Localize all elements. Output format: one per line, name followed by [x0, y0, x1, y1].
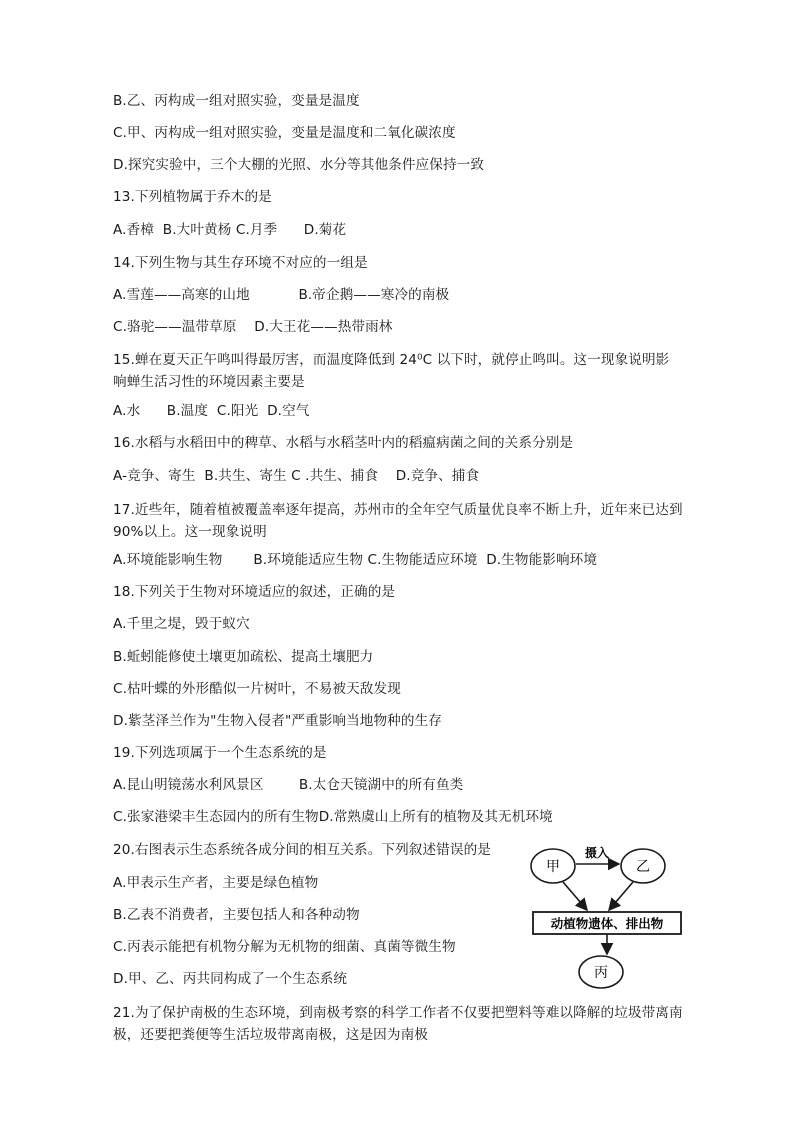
options-19-ab: A.昆山明镜荡水利风景区 B.太仓天镜湖中的所有鱼类: [113, 777, 464, 793]
question-17: 17.近些年，随着植被覆盖率逐年提高，苏州市的全年空气质量优良率不断上升，近年来已达到 90%以上。这一现象说明: [113, 502, 683, 540]
options-14-cd: C.骆驼——温带草原 D.大王花——热带雨林: [113, 319, 393, 335]
ecosystem-diagram: [525, 840, 725, 990]
options-16: A-竞争、寄生 B.共生、寄生 C .共生、捕食 D.竞争、捕食: [113, 468, 480, 484]
question-15: 15.蝉在夏天正午鸣叫得最厉害，而温度降低到 24⁰C 以下时，就停止鸣叫。这一现象说明影响蝉生活习性的环境因素主要是: [113, 352, 670, 390]
node-jia-label: 甲: [546, 859, 560, 875]
question-14: 14.下列生物与其生存环境不对应的一组是: [113, 255, 368, 271]
option-18-c: C.枯叶蝶的外形酷似一片树叶，不易被天敌发现: [113, 681, 401, 697]
option-18-a: A.千里之堤，毁于蚁穴: [113, 616, 250, 632]
question-19: 19.下列选项属于一个生态系统的是: [113, 745, 327, 761]
remains-box-label: 动植物遗体、排出物: [550, 916, 664, 931]
option-12-c: C.甲、丙构成一组对照实验，变量是温度和二氧化碳浓度: [113, 125, 456, 141]
option-20-a: A.甲表示生产者，主要是绿色植物: [113, 875, 319, 891]
option-18-b: B.蚯蚓能修使土壤更加疏松、提高土壤肥力: [113, 649, 374, 665]
question-21: 21.为了保护南极的生态环境，到南极考察的科学工作者不仅要把塑料等难以降解的垃圾带离南极，还要把粪便等生活垃圾带离南极，这是因为南极: [113, 1005, 683, 1043]
option-12-b: B.乙、丙构成一组对照实验，变量是温度: [113, 93, 360, 109]
node-bing-label: 丙: [594, 965, 608, 981]
options-13: A.香樟 B.大叶黄杨 C.月季 D.菊花: [113, 222, 347, 238]
arrow-yi-to-box: [609, 882, 633, 910]
option-12-d: D.探究实验中，三个大棚的光照、水分等其他条件应保持一致: [113, 157, 485, 173]
options-17: A.环境能影响生物 B.环境能适应生物 C.生物能适应环境 D.生物能影响环境: [113, 552, 598, 568]
question-13: 13.下列植物属于乔木的是: [113, 189, 272, 205]
option-18-d: D.紫茎泽兰作为"生物入侵者"严重影响当地物种的生存: [113, 713, 442, 729]
options-19-cd: C.张家港梁丰生态园内的所有生物D.常熟虞山上所有的植物及其无机环境: [113, 809, 553, 825]
options-14-ab: A.雪莲——高寒的山地 B.帝企鹅——寒冷的南极: [113, 287, 450, 303]
question-18: 18.下列关于生物对环境适应的叙述，正确的是: [113, 584, 396, 600]
arrow-label-intake: 摄入: [584, 846, 610, 860]
option-20-d: D.甲、乙、丙共同构成了一个生态系统: [113, 971, 348, 987]
option-20-b: B.乙表不消费者，主要包括人和各种动物: [113, 907, 360, 923]
question-16: 16.水稻与水稻田中的稗草、水稻与水稻茎叶内的稻瘟病菌之间的关系分别是: [113, 435, 574, 451]
options-15: A.水 B.温度 C.阳光 D.空气: [113, 403, 310, 419]
option-20-c: C.丙表示能把有机物分解为无机物的细菌、真菌等微生物: [113, 939, 456, 955]
question-20: 20.右图表示生态系统各成分间的相互关系。下列叙述错误的是: [113, 842, 491, 858]
arrow-jia-to-box: [563, 882, 587, 910]
node-yi-label: 乙: [636, 859, 650, 875]
